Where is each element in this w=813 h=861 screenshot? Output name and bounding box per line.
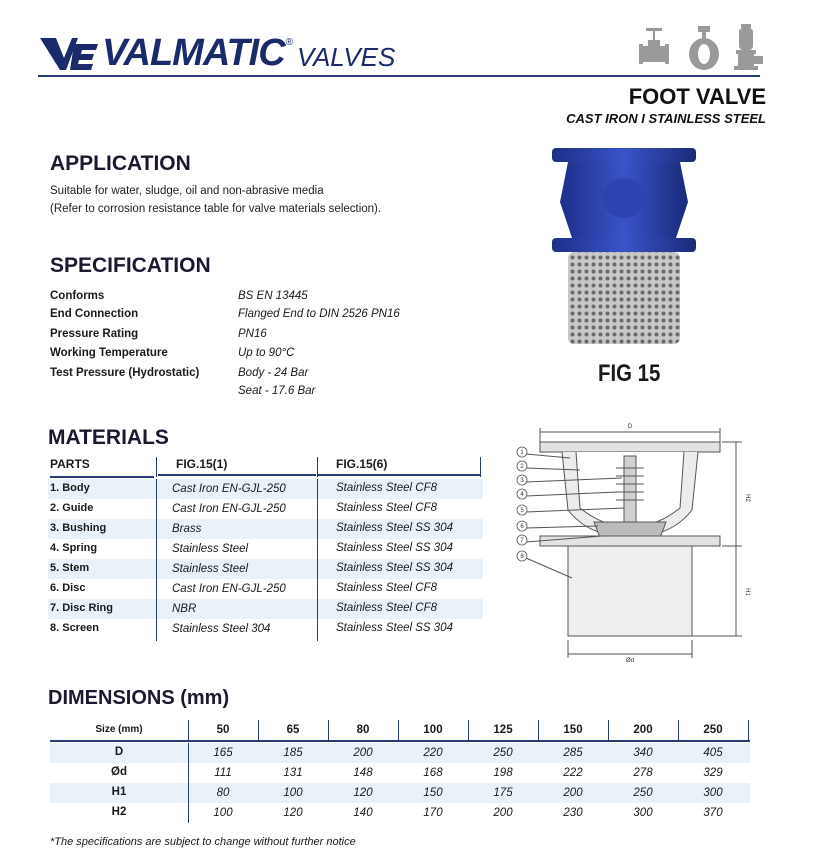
cell-value: 100 <box>213 807 233 819</box>
cell-value: 230 <box>563 807 583 819</box>
table-row <box>48 579 483 599</box>
cell-value: 300 <box>633 807 653 819</box>
column-divider <box>748 720 749 740</box>
size-header: 250 <box>703 724 723 736</box>
cell-value: 140 <box>353 807 373 819</box>
spec-key: Pressure Rating <box>50 328 139 340</box>
cell-value: 405 <box>703 747 723 759</box>
cell-value: 165 <box>213 747 233 759</box>
cell-value: 300 <box>703 787 723 799</box>
column-divider <box>317 479 318 641</box>
header-icons <box>638 22 764 72</box>
figure-label: FIG 15 <box>598 360 661 387</box>
column-divider <box>188 720 189 740</box>
cell-value: 100 <box>283 787 303 799</box>
material-fig15-1: Cast Iron EN-GJL-250 <box>172 583 286 595</box>
callout-8: 8 <box>520 554 524 560</box>
header-rule <box>38 75 760 77</box>
product-title: FOOT VALVE <box>628 84 766 109</box>
cell-value: 198 <box>493 767 513 779</box>
material-fig15-6: Stainless Steel SS 304 <box>336 562 453 574</box>
table-row <box>48 499 483 519</box>
cell-value: 111 <box>214 767 232 779</box>
callout-5: 5 <box>520 508 524 514</box>
material-fig15-6: Stainless Steel CF8 <box>336 502 437 514</box>
cell-value: 222 <box>563 767 583 779</box>
material-fig15-6: Stainless Steel SS 304 <box>336 522 453 534</box>
spec-value: BS EN 13445 <box>238 290 308 302</box>
dim-label-od: Ød <box>625 658 635 664</box>
dimension-row <box>50 803 750 823</box>
table-row <box>48 479 483 499</box>
cell-value: 285 <box>563 747 583 759</box>
size-header: 50 <box>216 724 230 736</box>
footnote: *The specifications are subject to change without further notice <box>50 836 356 848</box>
column-header: FIG.15(6) <box>318 457 480 476</box>
column-header: PARTS <box>50 457 154 478</box>
part-name: 3. Bushing <box>50 522 107 534</box>
row-label: H2 <box>111 806 127 818</box>
spec-key: Test Pressure (Hydrostatic) <box>50 367 200 379</box>
material-fig15-6: Stainless Steel CF8 <box>336 582 437 594</box>
material-fig15-1: Brass <box>172 523 202 535</box>
part-name: 5. Stem <box>50 562 90 574</box>
cell-value: 168 <box>423 767 443 779</box>
dimension-row <box>50 763 750 783</box>
column-divider <box>156 479 157 641</box>
row-label: D <box>114 746 124 758</box>
column-divider <box>317 457 318 477</box>
callout-3: 3 <box>520 478 524 484</box>
specification-heading: SPECIFICATION <box>50 254 211 277</box>
material-fig15-6: Stainless Steel SS 304 <box>336 542 453 554</box>
table-row <box>48 559 483 579</box>
column-header: FIG.15(1) <box>158 457 316 476</box>
cell-value: 170 <box>423 807 443 819</box>
column-divider <box>328 720 329 740</box>
cell-value: 250 <box>493 747 513 759</box>
gate-valve-icon <box>639 28 669 64</box>
cell-value: 200 <box>353 747 373 759</box>
spec-key: Working Temperature <box>50 347 168 359</box>
column-divider <box>678 720 679 740</box>
cell-value: 200 <box>493 807 513 819</box>
spec-value: Seat - 17.6 Bar <box>238 385 316 397</box>
column-divider <box>188 743 189 823</box>
callout-7: 7 <box>520 538 524 544</box>
size-header: 65 <box>286 724 300 736</box>
part-name: 2. Guide <box>50 502 94 514</box>
size-header: 80 <box>356 724 370 736</box>
part-name: 4. Spring <box>50 542 98 554</box>
application-heading: APPLICATION <box>50 152 191 175</box>
brand-logo <box>38 32 395 72</box>
cell-value: 131 <box>283 767 303 779</box>
cell-value: 120 <box>283 807 303 819</box>
dimension-row <box>50 783 750 803</box>
size-header: 150 <box>563 724 583 736</box>
material-fig15-6: Stainless Steel SS 304 <box>336 622 453 634</box>
size-header: 100 <box>423 724 443 736</box>
spec-value: Flanged End to DIN 2526 PN16 <box>238 308 400 320</box>
dimensions-heading: DIMENSIONS (mm) <box>48 687 230 709</box>
material-fig15-1: Stainless Steel <box>172 563 249 575</box>
material-fig15-1: Stainless Steel <box>172 543 249 555</box>
part-name: 8. Screen <box>50 622 99 634</box>
cell-value: 278 <box>633 767 653 779</box>
application-line1: Suitable for water, sludge, oil and non-abrasive media <box>50 185 324 197</box>
spec-key: End Connection <box>50 308 139 320</box>
brand-suffix: VALVES <box>297 42 396 72</box>
cell-value: 80 <box>216 787 230 799</box>
material-fig15-1: Cast Iron EN-GJL-250 <box>172 483 286 495</box>
application-line2: (Refer to corrosion resistance table for valve materials selection). <box>50 203 382 215</box>
cell-value: 250 <box>633 787 653 799</box>
valmatic-logo-icon <box>38 34 100 72</box>
material-fig15-6: Stainless Steel CF8 <box>336 482 437 494</box>
column-divider <box>398 720 399 740</box>
foot-valve-photo <box>548 142 700 352</box>
material-fig15-1: NBR <box>172 603 197 615</box>
cell-value: 220 <box>423 747 443 759</box>
size-header: 200 <box>633 724 653 736</box>
material-fig15-1: Stainless Steel 304 <box>172 623 271 635</box>
size-header: 125 <box>493 724 513 736</box>
cell-value: 329 <box>703 767 723 779</box>
sectional-drawing <box>510 418 758 664</box>
callout-1: 1 <box>520 450 524 456</box>
cell-value: 370 <box>703 807 723 819</box>
cell-value: 175 <box>493 787 513 799</box>
registered-mark: ® <box>285 37 294 48</box>
spec-value: Body - 24 Bar <box>238 367 309 379</box>
row-label: Ød <box>111 766 127 778</box>
dim-label-d: D <box>627 424 633 430</box>
column-divider <box>258 720 259 740</box>
spec-value: PN16 <box>238 328 267 340</box>
cell-value: 150 <box>423 787 443 799</box>
table-row <box>48 619 483 639</box>
cell-value: 120 <box>353 787 373 799</box>
material-fig15-6: Stainless Steel CF8 <box>336 602 437 614</box>
cell-value: 148 <box>353 767 373 779</box>
table-row <box>48 539 483 559</box>
material-fig15-1: Cast Iron EN-GJL-250 <box>172 503 286 515</box>
dim-label-h1: H1 <box>744 588 750 596</box>
cell-value: 340 <box>633 747 653 759</box>
dimension-row <box>50 743 750 763</box>
dimensions-header-row <box>50 720 750 742</box>
dim-label-h2: H2 <box>744 494 750 502</box>
spec-key: Conforms <box>50 290 105 302</box>
callout-2: 2 <box>520 464 524 470</box>
table-row <box>48 519 483 539</box>
cell-value: 200 <box>563 787 583 799</box>
size-label: Size (mm) <box>95 724 143 735</box>
product-subtitle: CAST IRON I STAINLESS STEEL <box>566 111 766 126</box>
column-divider <box>468 720 469 740</box>
part-name: 7. Disc Ring <box>50 602 113 614</box>
butterfly-valve-icon <box>689 26 719 70</box>
safety-valve-icon <box>734 24 763 70</box>
cell-value: 185 <box>283 747 303 759</box>
materials-heading: MATERIALS <box>48 426 169 449</box>
callout-4: 4 <box>520 492 524 498</box>
table-row <box>48 599 483 619</box>
row-label: H1 <box>111 786 127 798</box>
spec-value: Up to 90°C <box>238 347 295 359</box>
part-name: 6. Disc <box>50 582 86 594</box>
column-divider <box>538 720 539 740</box>
brand-name: VALMATIC <box>102 32 285 74</box>
callout-6: 6 <box>520 524 524 530</box>
column-divider <box>480 457 481 477</box>
column-divider <box>608 720 609 740</box>
column-divider <box>156 457 157 477</box>
part-name: 1. Body <box>50 482 90 494</box>
